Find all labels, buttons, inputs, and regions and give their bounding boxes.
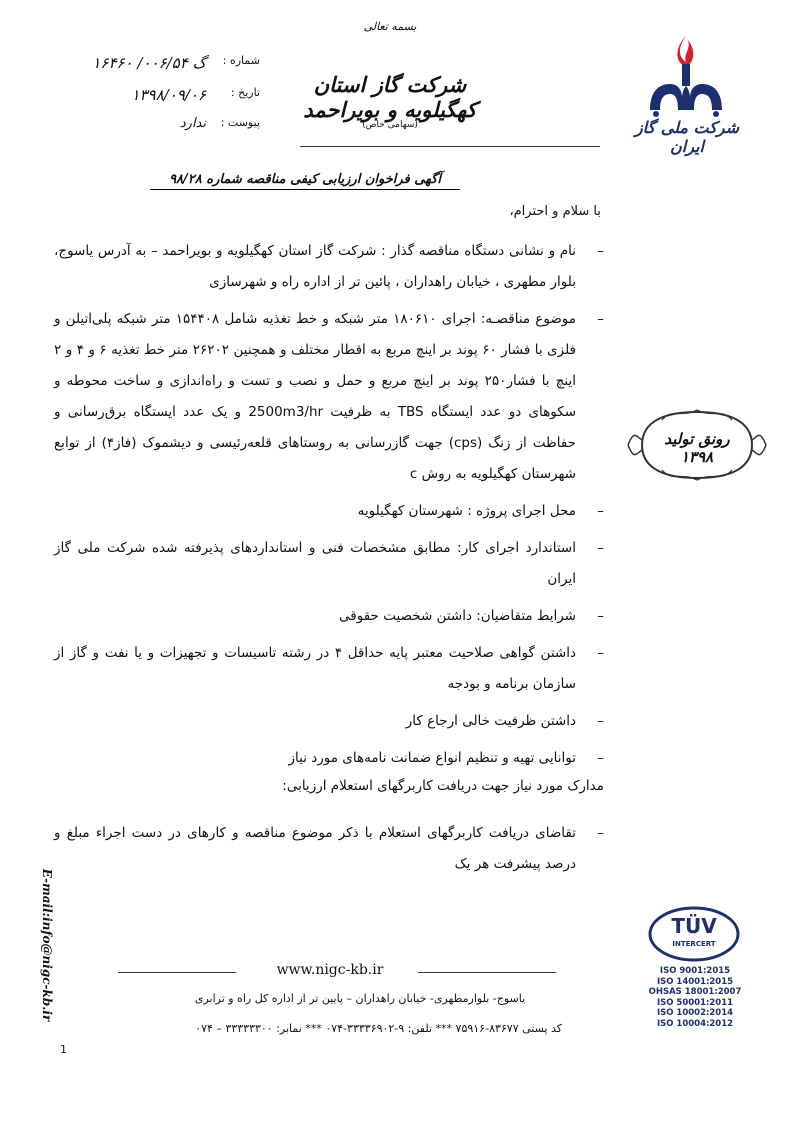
bullet-dash: – <box>597 311 604 327</box>
bullet-dash: – <box>597 645 604 661</box>
iso-item: OHSAS 18001:2007 <box>648 987 742 997</box>
list-item <box>54 533 604 595</box>
list-item <box>54 304 604 490</box>
list-item-text: تقاضای دریافت کاربرگهای استعلام با ذکر موضوع مناقصه و کارهای در دست اجراء مبلغ و درصد پیشرفت هر یک <box>54 825 576 872</box>
bismillah: بسمه تعالی <box>363 20 417 33</box>
bullet-dash: – <box>597 750 604 766</box>
list-item-text: موضوع مناقصـه: اجرای ۱۸۰۶۱۰ متر شبکه و خط تغذیه شامل ۱۵۴۴۰۸ متر شبکه پلی‌اتیلن و فلزی با فشار ۶۰ پوند بر اینچ مربع به اقطار مختلف و همچنین ۲۶۲۰۲ متر خط تغذیه ۶ و ۴ و ۲ اینچ با فشار۲۵۰ پوند بر اینچ مربع و حمل و نصب و تست و راه‌اندازی و ساخت محوطه و سکوهای دو عدد ایستگاه TBS به ظرفیت 2500m3/hr و یک عدد ایستگاه برق‌رسانی و حفاظت از زنگ (cps) جهت گازرسانی به روستاهای قلعه‌رئیسی و دیشموک (فاز۴) از توابع شهرستان کهگیلویه به روش c <box>54 311 577 482</box>
footer-contact: کد پستی ۸۳۶۷۷-۷۵۹۱۶ *** تلفن: ۹-۳۳۳۳۶۹۰۲-۰۷۴ *** نمابر: ۳۳۳۳۳۳۰۰ – ۰۷۴ <box>195 1022 562 1035</box>
bullet-dash: – <box>597 825 604 841</box>
stamp-text: رونق تولید ۱۳۹۸ <box>664 430 730 466</box>
production-boom-stamp <box>622 400 772 490</box>
iso-item: ISO 50001:2011 <box>656 997 734 1008</box>
list-item <box>54 743 604 774</box>
list-item <box>54 706 604 737</box>
attachment-value: ندارد <box>179 116 206 131</box>
list-item <box>54 496 604 527</box>
list-item-text: توانایی تهیه و تنظیم انواع ضمانت نامه‌های مورد نیاز <box>288 750 576 766</box>
list-item-text: شرایط متقاضیان: داشتن شخصیت حقوقی <box>339 608 576 624</box>
website-link[interactable]: www.nigc-kb.ir <box>276 962 384 978</box>
company-title: شرکت گاز استان کهگیلویه و بویراحمد <box>303 72 477 122</box>
documents-list <box>54 818 604 886</box>
meta-number <box>30 54 260 74</box>
list-item <box>54 236 604 298</box>
bullet-dash: – <box>597 713 604 729</box>
footer-rule-left <box>118 972 236 973</box>
list-item <box>54 818 604 880</box>
requirements-list <box>54 236 604 780</box>
bullet-dash: – <box>597 540 604 556</box>
list-item-text: استاندارد اجرای کار: مطابق مشخصات فنی و استانداردهای پذیرفته شده شرکت ملی گاز ایران <box>54 540 576 587</box>
email-text: E-mail:info@nigc-kb.ir <box>40 868 54 1022</box>
list-item-text: داشتن ظرفیت خالی ارجاع کار <box>405 713 576 729</box>
meta-attachment <box>30 116 260 136</box>
list-item-text: نام و نشانی دستگاه مناقصه گذار : شرکت گاز استان کهگیلویه و بویراحمد – به آدرس یاسوج، بلوار مطهری ، خیابان راهداران ، پائین تر از اداره راه و شهرسازی <box>54 243 576 290</box>
greeting: با سلام و احترام، <box>509 204 601 219</box>
tuv-logo-icon <box>646 904 742 964</box>
bullet-dash: – <box>597 608 604 624</box>
list-item <box>54 638 604 700</box>
list-item <box>54 601 604 632</box>
meta-date <box>30 86 260 106</box>
header-rule <box>300 146 600 147</box>
iso-item: ISO 10002:2014 <box>656 1008 734 1018</box>
iso-item: ISO 14001:2015 <box>656 976 734 987</box>
list-item-text: محل اجرای پروژه : شهرستان کهگیلویه <box>357 503 576 519</box>
date-label: تاریخ : <box>230 86 260 99</box>
tuv-brand: TÜV <box>671 914 717 938</box>
number-label: شماره : <box>222 54 260 67</box>
bullet-dash: – <box>597 243 604 259</box>
date-value: ۱۳۹۸/۰۹/۰۶ <box>131 86 206 104</box>
footer-address: یاسوج- بلوارمطهری- خیابان راهداران – پایین تر از اداره کل راه و ترابری <box>194 992 526 1005</box>
email-vertical <box>40 843 56 1049</box>
documents-heading: مدارک مورد نیاز جهت دریافت کاربرگهای استعلام ارزیابی: <box>282 778 604 794</box>
iso-item: ISO 9001:2015 <box>659 966 731 976</box>
nigc-logo-text: شرکت ملی گاز ایران <box>634 118 740 156</box>
iso-item: ISO 10004:2012 <box>656 1018 734 1029</box>
tuv-sub: INTERCERT <box>672 940 716 948</box>
list-item-text: داشتن گواهی صلاحیت معتبر پایه حداقل ۴ در رشته تاسیسات و تجهیزات و یا نفت و گاز از سازمان برنامه و بودجه <box>54 645 576 692</box>
iso-certificates <box>640 966 750 1029</box>
number-value: گ ۰۰۶/۵۴/ ۱۶۴۶۰ <box>92 54 206 72</box>
footer-rule-right <box>418 972 556 973</box>
notice-title: آگهی فراخوان ارزیابی کیفی مناقصه شماره ۹۸/۲۸ <box>150 172 460 190</box>
attachment-label: پیوست : <box>220 116 260 129</box>
company-subtitle: (سهامی خاص) <box>362 120 418 130</box>
page-number: 1 <box>60 1043 67 1056</box>
bullet-dash: – <box>597 503 604 519</box>
